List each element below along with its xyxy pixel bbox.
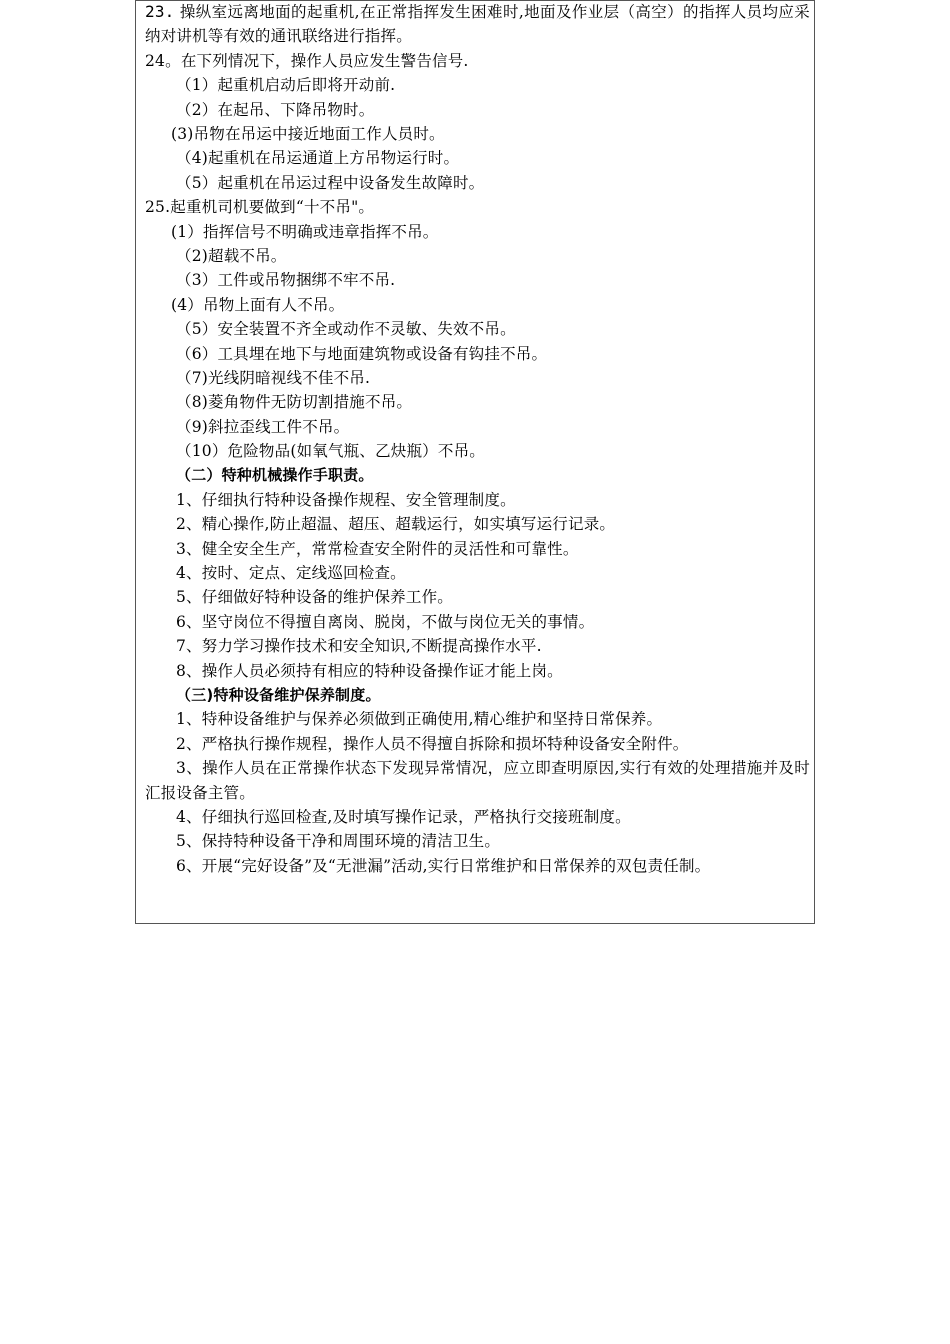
item-25-sub-4: (4）吊物上面有人不吊。 (171, 295, 345, 314)
item-24-sub-3: (3)吊物在吊运中接近地面工作人员时。 (171, 124, 445, 143)
section-3-item-2: 2、严格执行操作规程，操作人员不得擅自拆除和损坏特种设备安全附件。 (176, 734, 689, 753)
section-2-item-4: 4、按时、定点、定线巡回检查。 (176, 564, 406, 583)
item-25-sub-1: (1）指挥信号不明确或违章指挥不吊。 (171, 222, 439, 241)
item-23-text: 操纵室远离地面的起重机,在正常指挥发生困难时,地面及作业层（高空）的指挥人员均应采纳对讲机等有效的通讯联络进行指挥。 (145, 3, 810, 46)
section-2-item-7: 7、努力学习操作技术和安全知识,不断提高操作水平. (176, 637, 542, 656)
document-content (145, 0, 810, 878)
item-25-sub-10: （10）危险物品(如氧气瓶、乙炔瓶）不吊。 (176, 442, 485, 461)
section-3-item-5: 5、保持特种设备干净和周围环境的清洁卫生。 (176, 832, 501, 851)
item-24-sub-4: （4)起重机在吊运通道上方吊物运行时。 (176, 149, 460, 168)
item-25-sub-5: （5）安全装置不齐全或动作不灵敏、失效不吊。 (176, 320, 516, 339)
item-25-sub-7: （7)光线阴暗视线不佳不吊. (176, 368, 371, 387)
item-25-sub-3: （3）工件或吊物捆绑不牢不吊. (176, 271, 396, 290)
item-24-sub-1: （1）起重机启动后即将开动前. (176, 76, 396, 95)
document-frame (135, 0, 815, 924)
section-2-item-3: 3、健全安全生产，常常检查安全附件的灵活性和可靠性。 (176, 539, 579, 558)
item-24-sub-5: （5）起重机在吊运过程中设备发生故障时。 (176, 173, 485, 192)
section-2-item-8: 8、操作人员必须持有相应的特种设备操作证才能上岗。 (176, 661, 563, 680)
item-25-title: 25.起重机司机要做到“十不吊"。 (145, 198, 375, 217)
section-3-item-4: 4、仔细执行巡回检查,及时填写操作记录，严格执行交接班制度。 (176, 807, 631, 826)
section-2-item-6: 6、坚守岗位不得擅自离岗、脱岗，不做与岗位无关的事情。 (176, 612, 595, 631)
section-3-item-3: 3、操作人员在正常操作状态下发现异常情况，应立即查明原因,实行有效的处理措施并及时汇报设备主管。 (145, 759, 810, 802)
section-2-heading: （二）特种机械操作手职责。 (176, 466, 374, 485)
section-3-item-1: 1、特种设备维护与保养必须做到正确使用,精心维护和坚持日常保养。 (176, 710, 663, 729)
item-23-number: 23. (145, 2, 175, 21)
item-25-sub-2: （2)超载不吊。 (176, 246, 287, 265)
paragraph-item-23 (145, 0, 810, 49)
section-3-item-6: 6、开展“完好设备”及“无泄漏”活动,实行日常维护和日常保养的双包责任制。 (176, 856, 711, 875)
section-2-item-1: 1、仔细执行特种设备操作规程、安全管理制度。 (176, 490, 516, 509)
item-25-sub-6: （6）工具埋在地下与地面建筑物或设备有钩挂不吊。 (176, 344, 548, 363)
section-3-heading: （三)特种设备维护保养制度。 (176, 685, 381, 704)
item-25-sub-9: （9)斜拉歪线工件不吊。 (176, 417, 350, 436)
item-25-sub-8: （8)菱角物件无防切割措施不吊。 (176, 393, 413, 412)
item-24-sub-2: （2）在起吊、下降吊物时。 (176, 100, 375, 119)
section-2-item-2: 2、精心操作,防止超温、超压、超载运行，如实填写运行记录。 (176, 515, 616, 534)
section-2-item-5: 5、仔细做好特种设备的维护保养工作。 (176, 588, 453, 607)
item-24-title: 24。在下列情况下，操作人员应发生警告信号. (145, 51, 469, 70)
